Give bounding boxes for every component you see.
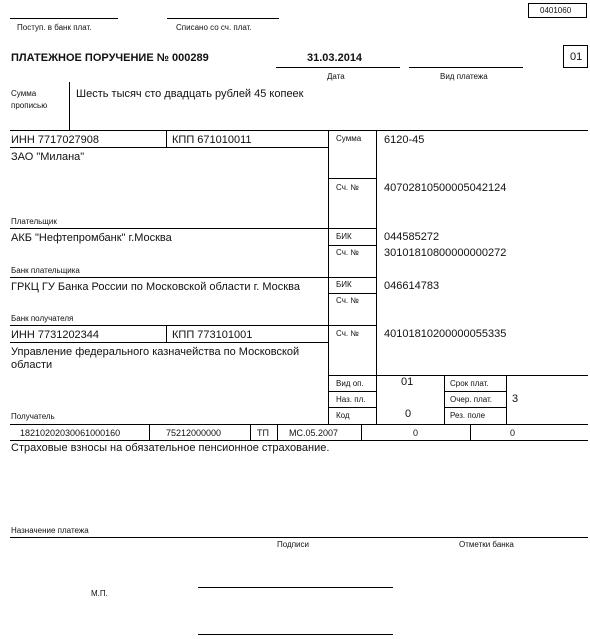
payer-bottom-line <box>10 228 377 229</box>
payment-type-line <box>409 67 523 68</box>
payer-kpp: КПП 671010011 <box>172 134 252 146</box>
signatures-label: Подписи <box>277 540 309 549</box>
tax-div-4 <box>361 424 362 440</box>
date-line <box>276 67 400 68</box>
sum-label: Сумма <box>336 134 362 143</box>
payee-name-line2: области <box>11 359 53 371</box>
vid-op-label: Вид оп. <box>336 379 364 388</box>
payer-account: 40702810500005042124 <box>384 182 507 194</box>
inn-bottom-line <box>10 147 328 148</box>
amount-words-value: Шесть тысяч сто двадцать рублей 45 копеек <box>76 88 304 100</box>
payee-inn: ИНН 7731202344 <box>11 329 100 341</box>
tax-basis: ТП <box>257 428 269 438</box>
tax-period: МС.05.2007 <box>289 428 339 438</box>
payee-acc-bottom-line <box>328 375 588 376</box>
kod-label: Код <box>336 411 350 420</box>
payee-bik: 046614783 <box>384 280 440 292</box>
tax-doc-number: 0 <box>413 428 419 438</box>
payee-kpp: КПП 773101001 <box>172 329 253 341</box>
payer-bank-bottom-line <box>10 277 377 278</box>
payee-bank-name: ГРКЦ ГУ Банка России по Московской области г. Москва <box>11 281 300 293</box>
payer-bank-name: АКБ "Нефтепромбанк" г.Москва <box>11 232 172 244</box>
payee-inn-bottom-line <box>10 342 328 343</box>
debited-line <box>167 18 279 19</box>
form-code: 0401060 <box>540 6 572 15</box>
page-title: ПЛАТЕЖНОЕ ПОРУЧЕНИЕ № 000289 <box>11 52 209 64</box>
vid-op-value: 01 <box>401 376 414 388</box>
signature-line-1 <box>198 587 393 588</box>
payer-label: Плательщик <box>11 217 57 226</box>
payer-name: ЗАО "Милана" <box>11 151 85 163</box>
purpose-bottom-line <box>10 537 588 538</box>
payee-account: 40101810200000055335 <box>384 328 507 340</box>
srok-label: Срок плат. <box>450 379 489 388</box>
payer-corr-account: 30101810800000000272 <box>384 247 507 259</box>
tax-kbk: 18210202030061000160 <box>20 428 121 438</box>
tax-div-2 <box>250 424 251 440</box>
payer-bik: 044585272 <box>384 231 440 243</box>
payee-acc-label: Сч. № <box>336 329 359 338</box>
tax-row-top-line <box>10 424 588 425</box>
payer-status: 01 <box>570 51 583 63</box>
tax-oktmo: 75212000000 <box>166 428 222 438</box>
bank-marks-label: Отметки банка <box>459 540 514 549</box>
kod-value: 0 <box>405 408 412 420</box>
purpose-text: Страховые взносы на обязательное пенсионное страхование. <box>11 442 330 454</box>
payee-name-line1: Управление федерального казначейства по Московской <box>11 346 300 358</box>
tax-div-3 <box>277 424 278 440</box>
received-line <box>10 18 118 19</box>
amount-words-divider <box>69 82 70 130</box>
rez-label: Рез. поле <box>450 411 486 420</box>
payer-acc-label: Сч. № <box>336 183 359 192</box>
received-label: Поступ. в банк плат. <box>17 23 92 32</box>
codes-row-line-1 <box>328 391 376 392</box>
payer-bik-label: БИК <box>336 232 352 241</box>
payer-corr-label: Сч. № <box>336 248 359 257</box>
codes-row-line-1b <box>444 391 506 392</box>
payer-inn: ИНН 7717027908 <box>11 134 100 146</box>
payee-corr-label: Сч. № <box>336 296 359 305</box>
codes-right-divider <box>506 375 507 424</box>
ocher-label: Очер. плат. <box>450 395 493 404</box>
tax-row-bottom-line <box>10 440 588 441</box>
debited-label: Списано со сч. плат. <box>176 23 252 32</box>
codes-row-line-2b <box>444 407 506 408</box>
codes-row-line-2 <box>328 407 376 408</box>
payee-label: Получатель <box>11 412 55 421</box>
inn-divider <box>166 130 167 147</box>
payee-bik-label: БИК <box>336 280 352 289</box>
date-value: 31.03.2014 <box>307 52 363 64</box>
payee-bank-bottom-line <box>10 325 377 326</box>
tax-div-1 <box>149 424 150 440</box>
purpose-label: Назначение платежа <box>11 526 89 535</box>
tax-doc-date: 0 <box>510 428 516 438</box>
payer-bank-mid-line <box>328 245 376 246</box>
ocher-value: 3 <box>512 393 519 405</box>
sum-bottom-line <box>328 178 376 179</box>
amount-words-label-1: Сумма <box>11 89 37 98</box>
naz-pl-label: Наз. пл. <box>336 395 366 404</box>
payment-type-label: Вид платежа <box>440 72 488 81</box>
stamp-label: М.П. <box>91 589 108 598</box>
tax-div-5 <box>470 424 471 440</box>
main-top-line <box>10 130 588 131</box>
codes-divider <box>444 375 445 424</box>
payee-inn-divider <box>166 325 167 342</box>
signature-line-2 <box>198 634 393 635</box>
amount-words-label-2: прописью <box>11 101 48 110</box>
sum-value: 6120-45 <box>384 134 425 146</box>
payee-bank-mid-line <box>328 293 376 294</box>
date-label: Дата <box>327 72 345 81</box>
payer-bank-label: Банк плательщика <box>11 266 80 275</box>
payee-bank-label: Банк получателя <box>11 314 74 323</box>
